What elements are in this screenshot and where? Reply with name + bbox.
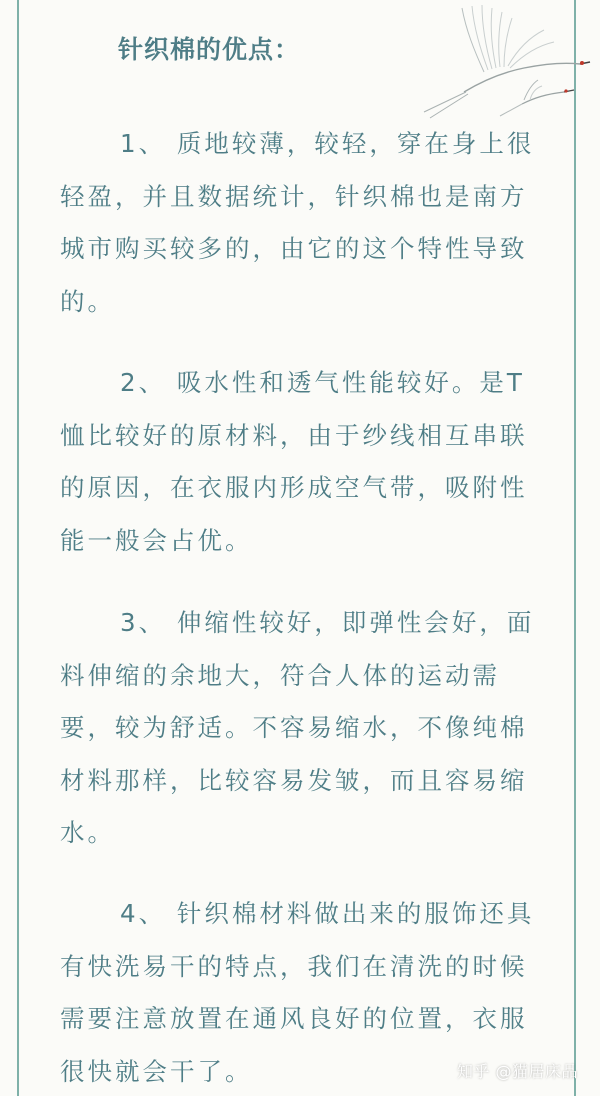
zhihu-watermark: 知乎 @猫居床品 (456, 1062, 578, 1081)
article-title: 针织棉的优点： (118, 35, 301, 64)
paragraph-4: 4、 针织棉材料做出来的服饰还具有快洗易干的特点，我们在清洗的时候需要注意放置在通风良好的位置，衣服很快就会干了。 (60, 899, 535, 1086)
left-border-line (17, 0, 19, 1096)
paragraph-1: 1、 质地较薄，较轻，穿在身上很轻盈，并且数据统计，针织棉也是南方城市购买较多的，由它的这个特性导致的。 (60, 129, 535, 316)
paragraph-2: 2、 吸水性和透气性能较好。是T恤比较好的原材料，由于纱线相互串联的原因，在衣服内形成空气带，吸附性能一般会占优。 (60, 368, 528, 555)
paragraph-3: 3、 伸缩性较好，即弹性会好，面料伸缩的余地大，符合人体的运动需要，较为舒适。不容易缩水，不像纯棉材料那样，比较容易发皱，而且容易缩水。 (60, 608, 535, 847)
right-border-line (574, 0, 576, 1096)
flying-cranes-icon (404, 0, 594, 120)
